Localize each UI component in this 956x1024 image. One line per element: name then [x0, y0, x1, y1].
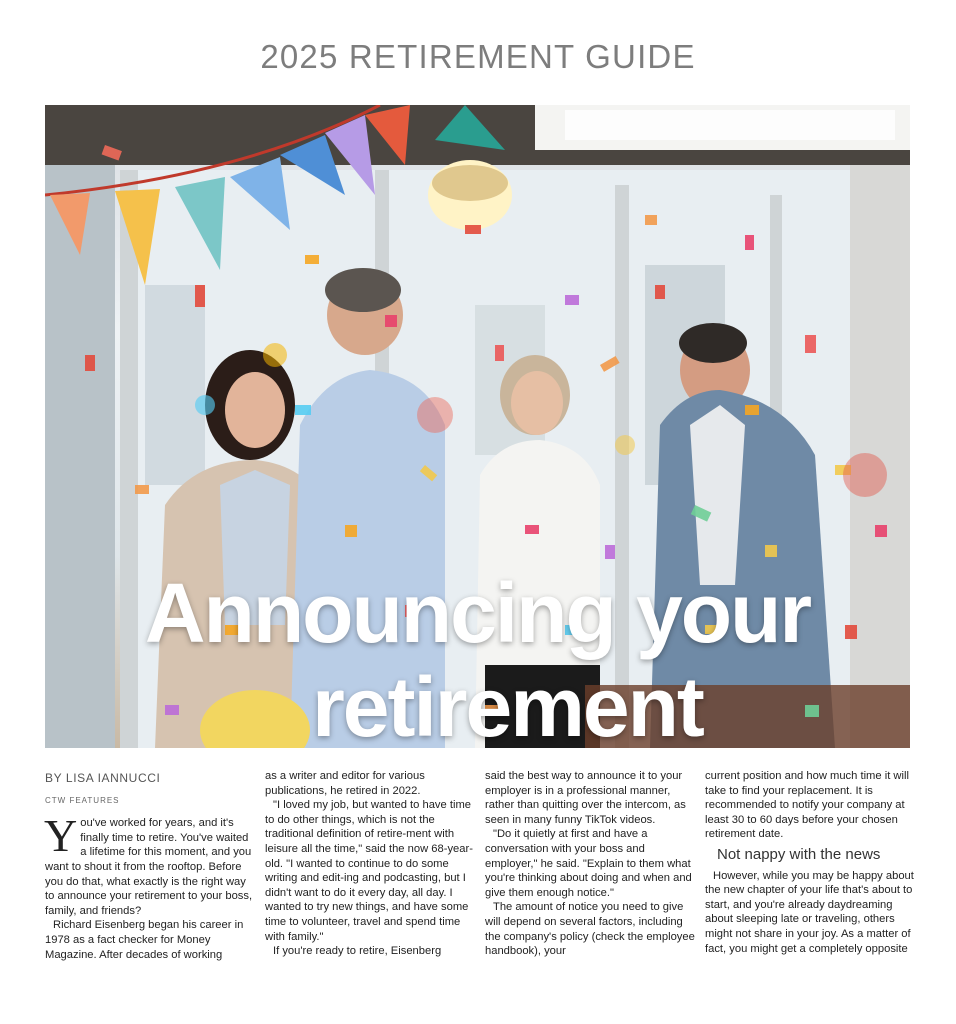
- paragraph: "I loved my job, but wanted to have time to do other things, which is not the traditional definition of retire-ment with leisure all the time," said the now 68-year-old. "I wanted to continue to do some writing and edit-ing and podcasting, but I didn't want to do it every day, all day. I wanted to try new things, and have some time to volunteer, travel and spend time with family.": [265, 799, 473, 943]
- source-credit: CTW FEATURES: [45, 795, 120, 805]
- paragraph: said the best way to announce it to your employer is in a professional manner, rather than quitting over the intercom, as seen in many funny TikTok videos.: [485, 770, 686, 826]
- paragraph-text: ou've worked for years, and it's finally time to retire. You've waited a lifetime for this moment, and you want to shout it from the rooftop. Before you do that, what exactly is the right way to announce your retirement to your boss, family, and friends?: [45, 817, 253, 917]
- hero-photo: [45, 105, 910, 748]
- drop-cap: Y: [44, 810, 78, 862]
- byline: BY LISA IANNUCCI: [45, 771, 161, 785]
- subheading: Not nappy with the news: [717, 845, 881, 863]
- paragraph: If you're ready to retire, Eisenberg: [273, 945, 442, 958]
- article-column-3: [485, 769, 697, 959]
- article-column-1: [45, 769, 257, 962]
- paragraph: as a writer and editor for various publications, he retired in 2022.: [265, 770, 425, 797]
- paragraph: Richard Eisenberg began his career in 1978 as a fact checker for Money Magazine. After decades of working: [45, 919, 244, 961]
- paragraph: "Do it quietly at first and have a conversation with your boss and employer," he said. "Explain to them what you're thinking about doing and when and give them enough notice.": [485, 828, 692, 899]
- section-title: 2025 RETIREMENT GUIDE: [260, 38, 696, 75]
- paragraph: The amount of notice you need to give will depend on several factors, including the company's policy (check the employee handbook), your: [485, 901, 695, 958]
- article-column-4: [705, 769, 917, 956]
- headline-line-1: Announcing your: [144, 566, 811, 660]
- paragraph: However, while you may be happy about the new chapter of your life that's about to start, and you're already daydreaming about sleeping late or traveling, others might not share in your joy. As a matter of fact, you might get a completely opposite: [705, 869, 914, 955]
- headline-line-2: retirement: [312, 660, 703, 748]
- paragraph: current position and how much time it will take to find your replacement. It is recommended to notify your company at least 30 to 60 days before your chosen retirement date.: [705, 770, 909, 841]
- article-column-2: [265, 769, 477, 959]
- paragraph: [44, 810, 257, 918]
